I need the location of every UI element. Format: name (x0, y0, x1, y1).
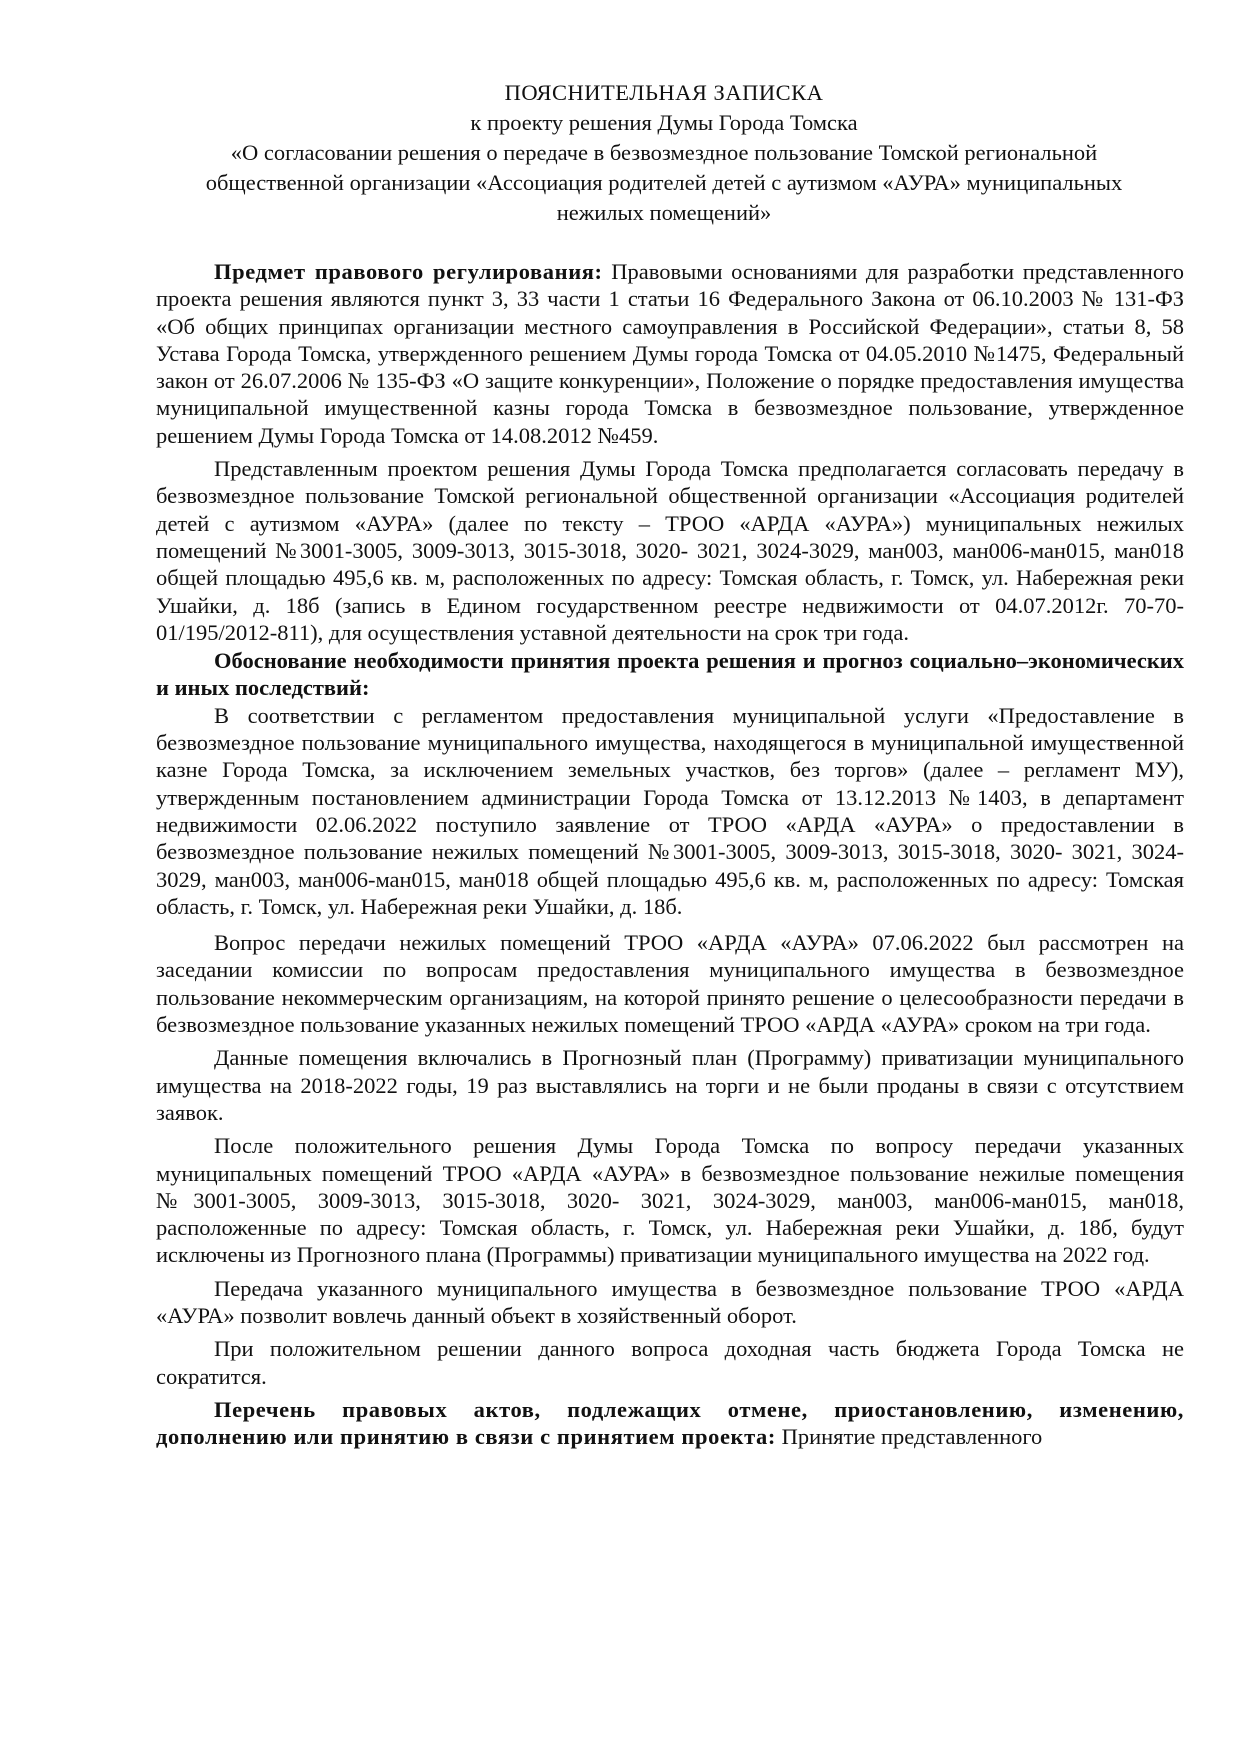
paragraph-after-decision: После положительного решения Думы Города Томска по вопросу передачи указанных муниципальных помещений ТРОО «АРДА «АУРА» в безвозмездное пользование нежилые помещения №3001-3005, 3009-3013, 3015-3018, 3020- 3021, 3024-3029, ман003, ман006-ман015, ман018, расположенные по адресу: Томская область, г. Томск, ул. Набережная реки Ушайки, д. 18б, будут исключены из Прогнозного плана (Программы) приватизации муниципального имущества на 2022 год. (156, 1133, 1184, 1268)
section-label-subject: Предмет правового регулирования: (214, 259, 603, 284)
paragraph-regulation: В соответствии с регламентом предоставления муниципальной услуги «Предоставление в безвозмездное пользование муниципального имущества, находящегося в муниципальной имущественной казне Города Томска, за исключением земельных участков, без торгов» (далее – регламент МУ), утвержденным постановлением администрации Города Томска от 13.12.2013 №1403, в департамент недвижимости 02.06.2022 поступило заявление от ТРОО «АРДА «АУРА» о предоставлении в безвозмездное пользование нежилых помещений №3001-3005, 3009-3013, 3015-3018, 3020- 3021, 3024-3029, ман003, ман006-ман015, ман018 общей площадью 495,6 кв. м, расположенных по адресу: Томская область, г. Томск, ул. Набережная реки Ушайки, д. 18б. (156, 702, 1184, 919)
document-body (156, 258, 1184, 1450)
paragraph-budget: При положительном решении данного вопроса доходная часть бюджета Города Томска не сократится. (156, 1336, 1184, 1389)
paragraph-legal-basis (156, 258, 1184, 449)
paragraph-legal-acts (156, 1396, 1184, 1451)
paragraph-proposal: Представленным проектом решения Думы Города Томска предполагается согласовать передачу в безвозмездное пользование Томской региональной общественной организации «Ассоциация родителей детей с аутизмом «АУРА» (далее по тексту – ТРОО «АРДА «АУРА») муниципальных нежилых помещений №3001-3005, 3009-3013, 3015-3018, 3020- 3021, 3024-3029, ман003, ман006-ман015, ман018 общей площадью 495,6 кв. м, расположенных по адресу: Томская область, г. Томск, ул. Набережная реки Ушайки, д. 18б (запись в Едином государственном реестре недвижимости от 04.07.2012г. 70-70-01/195/2012-811), для осуществления уставной деятельности на срок три года. (156, 456, 1184, 645)
document-title: ПОЯСНИТЕЛЬНАЯ ЗАПИСКА (504, 80, 824, 105)
document-subject-line-1: «О согласовании решения о передаче в безвозмездное пользование Томской региональной (230, 140, 1098, 165)
paragraph-commission: Вопрос передачи нежилых помещений ТРОО «АРДА «АУРА» 07.06.2022 был рассмотрен на заседании комиссии по вопросам предоставления муниципального имущества в безвозмездное пользование некоммерческим организациям, на которой принято решение о целесообразности передачи в безвозмездное пользование указанных нежилых помещений ТРОО «АРДА «АУРА» сроком на три года. (156, 930, 1184, 1038)
document-subtitle: к проекту решения Думы Города Томска (470, 110, 858, 135)
section-label-legal-acts: Перечень правовых актов, подлежащих отмене, приостановлению, изменению, дополнению или принятию в связи с принятием проекта: (156, 1396, 1184, 1450)
document-subject-line-2: общественной организации «Ассоциация родителей детей с аутизмом «АУРА» муниципальных (205, 170, 1123, 195)
section-heading-justification: Обоснование необходимости принятия проекта решения и прогноз социально–экономических и иных последствий: (156, 648, 1184, 701)
paragraph-economic-turnover: Передача указанного муниципального имущества в безвозмездное пользование ТРОО «АРДА «АУРА» позволит вовлечь данный объект в хозяйственный оборот. (156, 1275, 1184, 1328)
document-subject-line-3: нежилых помещений» (556, 200, 772, 225)
paragraph-privatization-plan: Данные помещения включались в Прогнозный план (Программу) приватизации муниципального имущества на 2018-2022 годы, 19 раз выставлялись на торги и не были проданы в связи с отсутствием заявок. (156, 1045, 1184, 1125)
paragraph-legal-basis-text: Правовыми основаниями для разработки представленного проекта решения являются пункт 3, 33 части 1 статьи 16 Федерального Закона от 06.10.2003 № 131-ФЗ «Об общих принципах организации местного самоуправления в Российской Федерации», статьи 8, 58 Устава Города Томска, утвержденного решением Думы города Томска от 04.05.2010 №1475, Федеральный закон от 26.07.2006 № 135-ФЗ «О защите конкуренции», Положение о порядке предоставления имущества муниципальной имущественной казны города Томска в безвозмездное пользование, утвержденное решением Думы Города Томска от 14.08.2012 №459. (156, 259, 1184, 448)
document-header (134, 78, 1194, 228)
paragraph-legal-acts-text: Принятие представленного (775, 1424, 1043, 1450)
